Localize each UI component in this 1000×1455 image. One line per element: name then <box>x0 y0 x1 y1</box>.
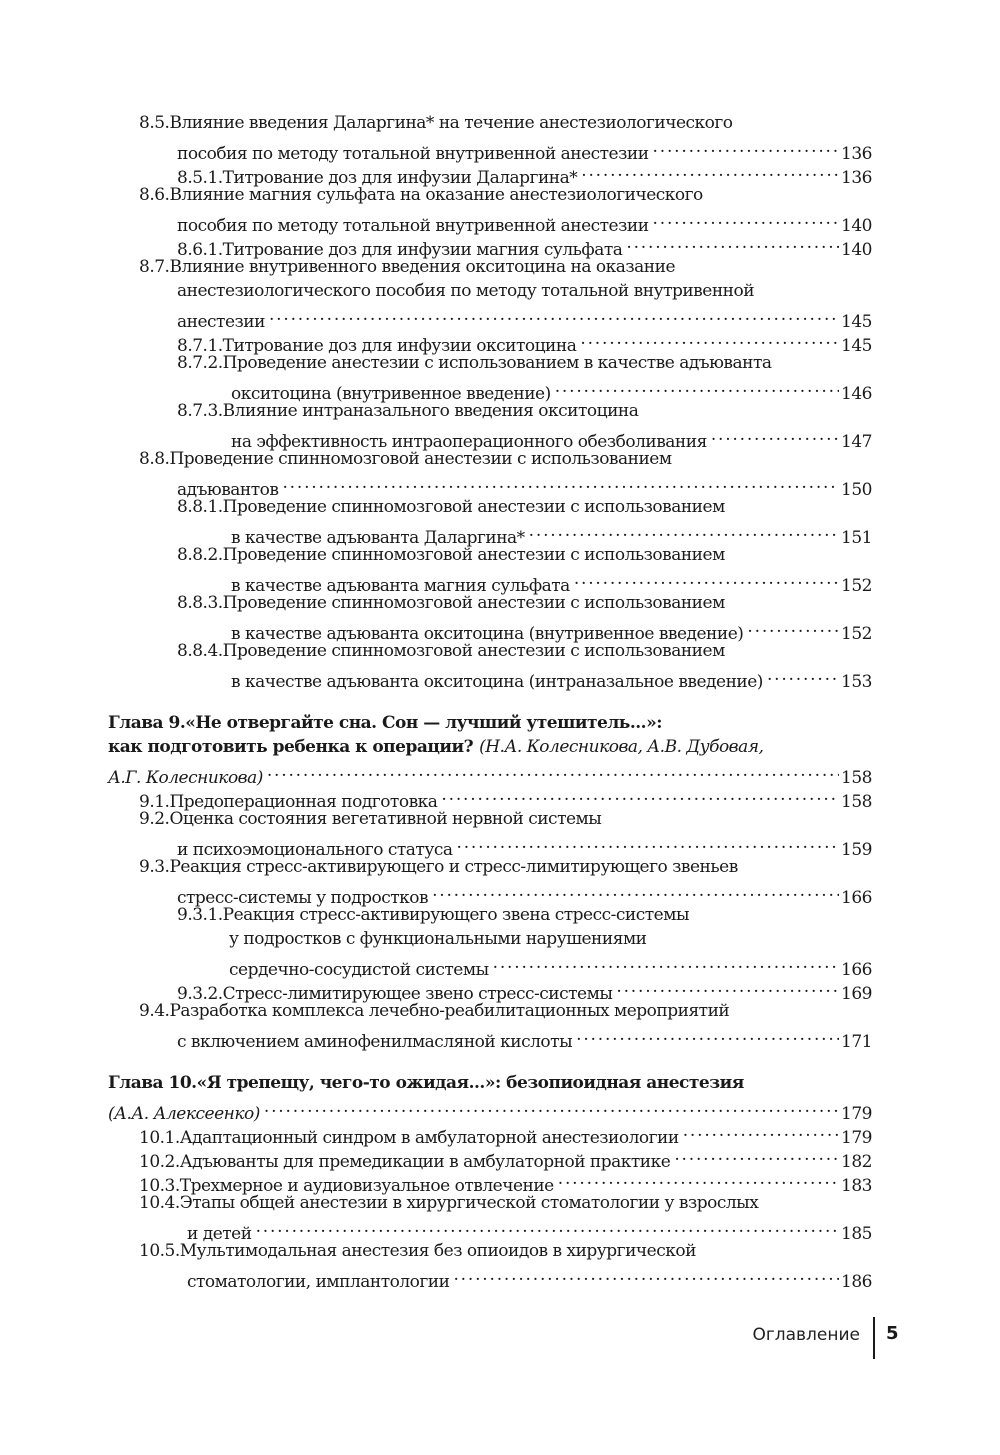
entry-title: Влияние внутривенного введения окситоцина на оказание <box>169 257 676 277</box>
entry-number: 8.5. <box>139 113 170 133</box>
page-number: 5 <box>886 1323 899 1344</box>
toc-entry <box>177 472 872 500</box>
entry-title: Проведение спинномозговой анестезии с использованием <box>222 497 725 517</box>
entry-number: 8.7.1. <box>177 336 223 356</box>
dot-leader <box>711 424 839 447</box>
entry-page: 158 <box>841 792 872 812</box>
entry-title: анестезии <box>177 312 265 332</box>
entry-title: стоматологии, имплантологии <box>187 1272 450 1292</box>
entry-title: Адъюванты для премедикации в амбулаторной практике <box>179 1152 671 1172</box>
entry-title: Проведение спинномозговой анестезии с использованием <box>169 449 672 469</box>
toc-entry <box>139 1168 872 1196</box>
toc-entry <box>139 1120 872 1148</box>
chapter-heading <box>108 712 872 735</box>
dot-leader <box>653 208 840 231</box>
entry-title: Мультимодальная анестезия без опиоидов в хирургической <box>179 1241 696 1261</box>
entry-number: 8.6.1. <box>177 240 223 260</box>
chapter-title: «Не отвергайте сна. Сон — лучший утешитель...»: <box>185 713 663 733</box>
entry-title: и психоэмоционального статуса <box>177 840 453 860</box>
entry-title: Реакция стресс-активирующего и стресс-лимитирующего звеньев <box>169 857 738 877</box>
toc-entry <box>108 1096 872 1124</box>
entry-page: 185 <box>841 1224 872 1244</box>
entry-number: 10.3. <box>139 1176 180 1196</box>
dot-leader <box>264 1096 839 1119</box>
dot-leader <box>653 136 840 159</box>
entry-page: 140 <box>841 216 872 236</box>
entry-page: 179 <box>841 1128 872 1148</box>
entry-title: пособия по методу тотальной внутривенной анестезии <box>177 144 649 164</box>
chapter-heading <box>108 1072 872 1095</box>
toc-entry <box>139 1192 872 1215</box>
toc-entry <box>139 784 872 812</box>
toc-entry <box>139 1000 872 1023</box>
entry-title: Проведение анестезии с использованием в качестве адъюванта <box>222 353 772 373</box>
dot-leader <box>581 160 839 183</box>
entry-page: 169 <box>841 984 872 1004</box>
dot-leader <box>256 1216 839 1239</box>
entry-page: 183 <box>841 1176 872 1196</box>
toc-entry <box>177 352 872 375</box>
entry-number: 8.8.1. <box>177 497 223 517</box>
entry-number: 10.2. <box>139 1152 180 1172</box>
entry-number: 10.4. <box>139 1193 180 1213</box>
toc-entry <box>177 976 872 1004</box>
entry-title: у подростков с функциональными нарушениями <box>229 929 647 949</box>
entry-number: 8.8. <box>139 449 170 469</box>
entry-page: 151 <box>841 528 872 548</box>
toc-entry <box>229 928 872 951</box>
toc-entry <box>177 328 872 356</box>
entry-page: 152 <box>841 576 872 596</box>
toc-entry <box>177 160 872 188</box>
dot-leader <box>674 1144 839 1167</box>
entry-page: 179 <box>841 1104 872 1124</box>
entry-number: 9.1. <box>139 792 170 812</box>
entry-title: Оценка состояния вегетативной нервной системы <box>169 809 602 829</box>
dot-leader <box>441 784 839 807</box>
entry-number: 8.6. <box>139 185 170 205</box>
entry-page: 166 <box>841 960 872 980</box>
entry-page: 136 <box>841 168 872 188</box>
dot-leader <box>767 664 839 687</box>
entry-page: 152 <box>841 624 872 644</box>
entry-title: Трехмерное и аудиовизуальное отвлечение <box>179 1176 554 1196</box>
toc-entry <box>177 592 872 615</box>
toc-entry <box>177 496 872 519</box>
entry-page: 182 <box>841 1152 872 1172</box>
entry-number: 9.3. <box>139 857 170 877</box>
entry-number: 8.8.3. <box>177 593 223 613</box>
entry-page: 146 <box>841 384 872 404</box>
entry-title: Разработка комплекса лечебно-реабилитационных мероприятий <box>169 1001 730 1021</box>
entry-number: 8.7. <box>139 257 170 277</box>
entry-number: 9.3.2. <box>177 984 223 1004</box>
entry-number: 10.1. <box>139 1128 180 1148</box>
entry-title: и детей <box>187 1224 252 1244</box>
entry-number: 8.7.3. <box>177 401 223 421</box>
footer-divider <box>873 1317 875 1359</box>
toc-entry <box>231 520 872 548</box>
entry-title: на эффективность интраоперационного обезболивания <box>231 432 707 452</box>
entry-title: в качестве адъюванта окситоцина (внутривенное введение) <box>231 624 744 644</box>
dot-leader <box>574 568 839 591</box>
toc-entry <box>177 208 872 236</box>
entry-page: 171 <box>841 1032 872 1052</box>
dot-leader <box>493 952 839 975</box>
toc-entry <box>177 136 872 164</box>
entry-number: 8.5.1. <box>177 168 223 188</box>
entry-title: стресс-системы у подростков <box>177 888 429 908</box>
entry-title: Титрование доз для инфузии Даларгина* <box>222 168 578 188</box>
entry-title: Адаптационный синдром в амбулаторной анестезиологии <box>179 1128 679 1148</box>
dot-leader <box>269 304 839 327</box>
entry-title: с включением аминофенилмасляной кислоты <box>177 1032 573 1052</box>
entry-number: 9.2. <box>139 809 170 829</box>
chapter-authors: (А.А. Алексеенко) <box>108 1104 260 1124</box>
dot-leader <box>555 376 839 399</box>
entry-title: окситоцина (внутривенное введение) <box>231 384 551 404</box>
entry-number: 10.5. <box>139 1241 180 1261</box>
toc-entry <box>187 1216 872 1244</box>
dot-leader <box>616 976 839 999</box>
chapter-authors: А.Г. Колесникова) <box>108 768 263 788</box>
dot-leader <box>267 760 839 783</box>
toc-entry <box>177 304 872 332</box>
entry-title: адъювантов <box>177 480 279 500</box>
toc-entry <box>139 1240 872 1263</box>
toc-entry <box>231 376 872 404</box>
dot-leader <box>683 1120 839 1143</box>
entry-title: Титрование доз для инфузии окситоцина <box>222 336 577 356</box>
toc-entry <box>139 856 872 879</box>
toc-entry <box>177 400 872 423</box>
entry-page: 145 <box>841 336 872 356</box>
dot-leader <box>453 1264 839 1287</box>
toc-entry <box>177 832 872 860</box>
chapter-heading <box>108 736 872 759</box>
entry-number: 8.8.4. <box>177 641 223 661</box>
entry-page: 186 <box>841 1272 872 1292</box>
entry-title: Стресс-лимитирующее звено стресс-системы <box>222 984 613 1004</box>
entry-page: 158 <box>841 768 872 788</box>
dot-leader <box>580 328 839 351</box>
toc-entry <box>231 616 872 644</box>
toc-entry <box>177 544 872 567</box>
toc-entry <box>177 640 872 663</box>
entry-number: 8.7.2. <box>177 353 223 373</box>
entry-title: Титрование доз для инфузии магния сульфата <box>222 240 623 260</box>
entry-page: 150 <box>841 480 872 500</box>
toc-entry <box>139 1144 872 1172</box>
toc-entry <box>229 952 872 980</box>
chapter-authors: (Н.А. Колесникова, А.В. Дубовая, <box>479 737 764 757</box>
entry-number: 8.8.2. <box>177 545 223 565</box>
chapter-title: «Я трепещу, чего-то ожидая...»: безопиоидная анестезия <box>196 1073 744 1093</box>
toc-entry <box>231 568 872 596</box>
entry-title: в качестве адъюванта Даларгина* <box>231 528 525 548</box>
toc-entry <box>139 112 872 135</box>
dot-leader <box>626 232 839 255</box>
dot-leader <box>747 616 839 639</box>
entry-number: 9.4. <box>139 1001 170 1021</box>
dot-leader <box>529 520 839 543</box>
chapter-number: Глава 10. <box>108 1073 197 1093</box>
dot-leader <box>432 880 839 903</box>
entry-title: в качестве адъюванта магния сульфата <box>231 576 570 596</box>
toc-entry <box>139 808 872 831</box>
entry-title: сердечно-сосудистой системы <box>229 960 489 980</box>
entry-title: в качестве адъюванта окситоцина (интраназальное введение) <box>231 672 763 692</box>
entry-page: 153 <box>841 672 872 692</box>
chapter-title: как подготовить ребенка к операции? <box>108 737 474 757</box>
entry-page: 145 <box>841 312 872 332</box>
toc-entry <box>231 424 872 452</box>
entry-page: 166 <box>841 888 872 908</box>
entry-page: 136 <box>841 144 872 164</box>
toc-entry <box>108 760 872 788</box>
entry-title: Влияние магния сульфата на оказание анестезиологического <box>169 185 703 205</box>
dot-leader <box>456 832 839 855</box>
entry-title: Этапы общей анестезии в хирургической стоматологии у взрослых <box>179 1193 759 1213</box>
toc-entry <box>177 880 872 908</box>
running-footer-section: Оглавление <box>752 1325 860 1345</box>
entry-page: 147 <box>841 432 872 452</box>
entry-number: 9.3.1. <box>177 905 223 925</box>
toc-entry <box>177 232 872 260</box>
entry-title: Реакция стресс-активирующего звена стресс-системы <box>222 905 689 925</box>
entry-title: Влияние введения Даларгина* на течение анестезиологического <box>169 113 733 133</box>
toc-entry <box>187 1264 872 1292</box>
dot-leader <box>558 1168 839 1191</box>
toc-entry <box>177 280 872 303</box>
entry-title: Влияние интраназального введения окситоцина <box>222 401 639 421</box>
dot-leader <box>282 472 839 495</box>
toc-entry <box>231 664 872 692</box>
entry-title: Предоперационная подготовка <box>169 792 438 812</box>
toc-entry <box>139 448 872 471</box>
toc-entry <box>139 184 872 207</box>
entry-title: Проведение спинномозговой анестезии с использованием <box>222 641 725 661</box>
entry-page: 140 <box>841 240 872 260</box>
entry-title: анестезиологического пособия по методу тотальной внутривенной <box>177 281 755 301</box>
entry-title: Проведение спинномозговой анестезии с использованием <box>222 545 725 565</box>
dot-leader <box>576 1024 839 1047</box>
entry-page: 159 <box>841 840 872 860</box>
toc-entry <box>139 256 872 279</box>
chapter-number: Глава 9. <box>108 713 186 733</box>
toc-entry <box>177 904 872 927</box>
entry-title: пособия по методу тотальной внутривенной анестезии <box>177 216 649 236</box>
entry-title: Проведение спинномозговой анестезии с использованием <box>222 593 725 613</box>
toc-entry <box>177 1024 872 1052</box>
